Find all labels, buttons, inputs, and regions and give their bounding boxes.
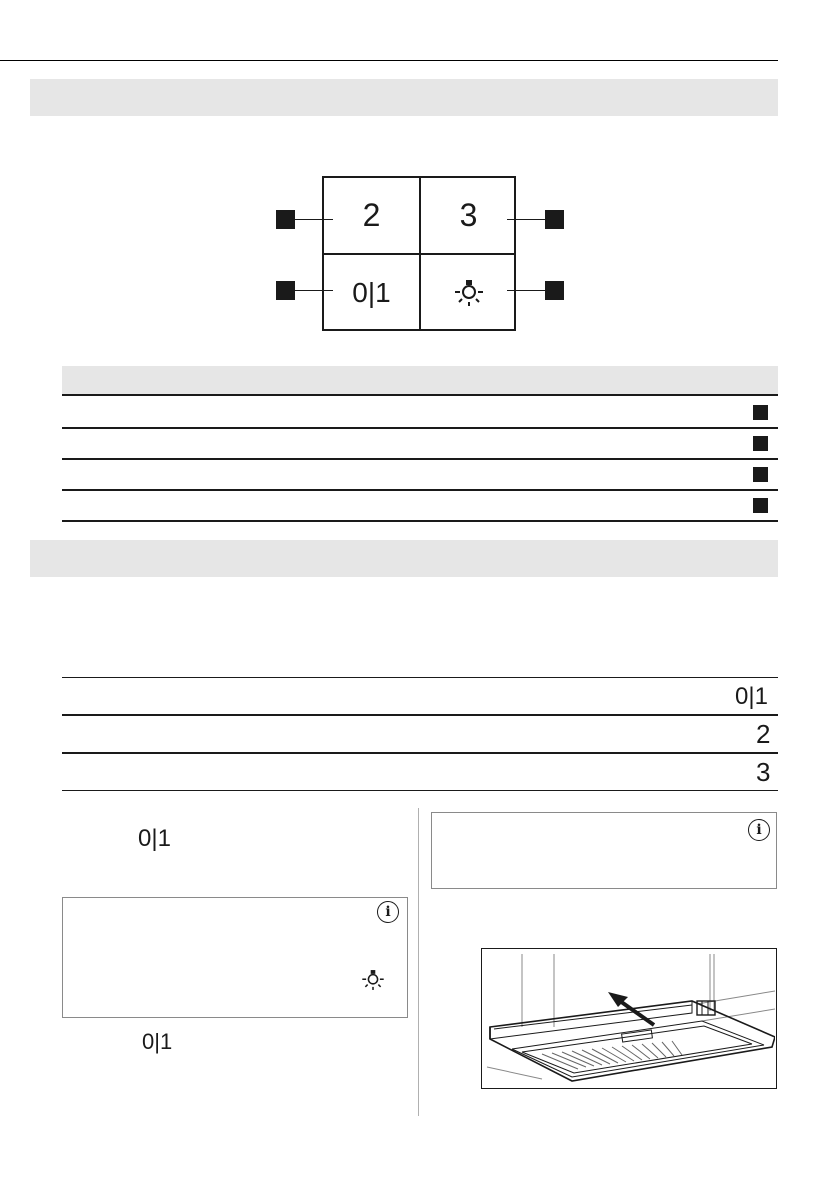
legend-marker bbox=[753, 467, 768, 482]
legend-marker bbox=[753, 498, 768, 513]
top-rule bbox=[0, 60, 778, 61]
table-rule bbox=[62, 677, 778, 678]
symbol-speed-3: 3 bbox=[756, 757, 771, 787]
callout-marker bbox=[276, 210, 295, 229]
callout-leader bbox=[295, 290, 333, 291]
callout-marker bbox=[276, 281, 295, 300]
key-speed-2[interactable]: 2 bbox=[362, 197, 381, 233]
hood-drawing bbox=[482, 949, 775, 1087]
key-speed-3[interactable]: 3 bbox=[459, 197, 478, 233]
cooker-hood-illustration bbox=[481, 948, 777, 1089]
table-rule bbox=[62, 458, 778, 460]
info-note-box bbox=[431, 812, 777, 889]
control-panel-diagram bbox=[322, 176, 516, 331]
table-rule bbox=[62, 752, 778, 754]
column-separator bbox=[418, 808, 419, 1116]
table-rule bbox=[62, 489, 778, 491]
info-icon: i bbox=[377, 901, 399, 923]
info-icon: i bbox=[748, 819, 770, 841]
info-note-box bbox=[62, 897, 408, 1018]
table-rule bbox=[62, 790, 778, 791]
legend-marker bbox=[753, 405, 768, 420]
section-header-band bbox=[30, 540, 778, 577]
callout-leader bbox=[507, 290, 545, 291]
legend-table-header bbox=[62, 366, 778, 396]
table-rule bbox=[62, 714, 778, 716]
symbol-speed-2: 2 bbox=[756, 719, 771, 749]
inline-symbol-on-off: 0|1 bbox=[138, 825, 171, 852]
symbol-on-off: 0|1 bbox=[735, 683, 768, 710]
light-bulb-icon bbox=[452, 278, 486, 308]
callout-leader bbox=[295, 219, 333, 220]
key-on-off[interactable]: 0|1 bbox=[352, 276, 391, 308]
inline-symbol-on-off: 0|1 bbox=[142, 1029, 173, 1054]
legend-marker bbox=[753, 436, 768, 451]
light-bulb-icon bbox=[360, 967, 386, 993]
callout-marker bbox=[545, 281, 564, 300]
table-rule bbox=[62, 427, 778, 429]
callout-leader bbox=[507, 219, 545, 220]
section-header-band bbox=[30, 79, 778, 116]
table-rule bbox=[62, 520, 778, 522]
callout-marker bbox=[545, 210, 564, 229]
key-light[interactable] bbox=[421, 255, 516, 330]
